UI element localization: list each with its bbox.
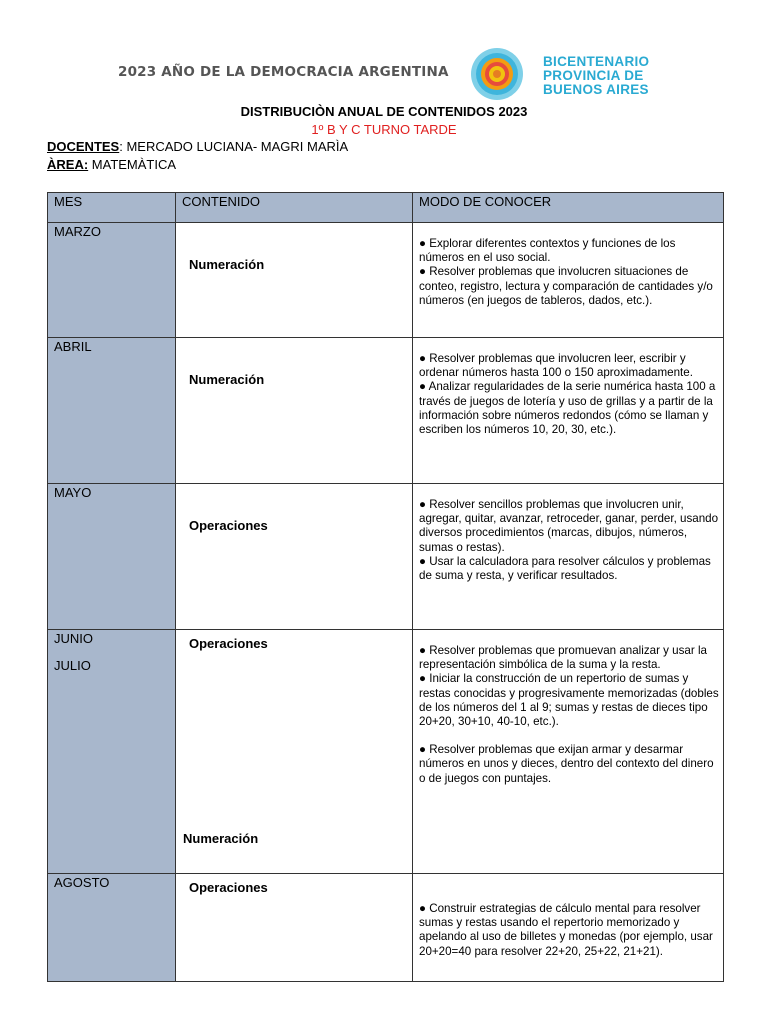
modo-cell xyxy=(413,338,724,484)
modo-item: ● Usar la calculadora para resolver cálculos y problemas de suma y resta, y verificar resultados. xyxy=(419,554,711,583)
table-row xyxy=(48,338,724,484)
document-subtitle: 1º B Y C TURNO TARDE xyxy=(311,122,457,137)
header-contenido: CONTENIDO xyxy=(176,193,413,223)
modo-item: ● Iniciar la construcción de un repertorio de sumas y restas conocidas y progresivamente memorizadas (dobles de los números del 1 al 9; sumas y restas de dieces tipo 20+20, 30+10, 40-10, etc.). xyxy=(419,672,719,729)
contenido-cell xyxy=(176,630,413,874)
modo-cell xyxy=(413,223,724,338)
mes-label: MAYO xyxy=(54,485,92,500)
modo-item: ● Resolver problemas que exijan armar y desarmar números en unos y dieces, dentro del contexto del dinero o de juegos con puntajes. xyxy=(419,743,714,785)
mes-label: ABRIL xyxy=(54,339,92,354)
area-line xyxy=(47,157,176,172)
contenido-cell xyxy=(176,484,413,630)
banner-slogan: 2023 AÑO DE LA DEMOCRACIA ARGENTINA xyxy=(118,64,449,80)
modo-cell xyxy=(413,484,724,630)
contenido-label: Numeración xyxy=(189,372,265,387)
modo-item: ● Resolver problemas que involucren leer, escribir y ordenar números hasta 100 o 150 aproximadamente. xyxy=(419,352,693,380)
contenido-cell xyxy=(176,223,413,338)
docentes-label: DOCENTES xyxy=(47,139,120,154)
area-label: ÀREA: xyxy=(47,157,89,172)
table-row xyxy=(48,874,724,982)
modo-item: ● Analizar regularidades de la serie numérica hasta 100 a través de juegos de lotería y uso de grillas y a partir de la información sobre números redondos (cómo se llaman y escriben los números 10, 20, 30, etc.). xyxy=(419,380,716,437)
mes-label: MARZO xyxy=(54,224,101,239)
header-modo: MODO DE CONOCER xyxy=(413,193,724,223)
modo-item: ● Explorar diferentes contextos y funciones de los números en el uso social. xyxy=(419,237,676,265)
contenido-cell xyxy=(176,874,413,982)
table-header-row xyxy=(48,193,724,223)
mes-cell xyxy=(48,338,176,484)
mes-label: JULIO xyxy=(54,658,91,673)
table-row xyxy=(48,630,724,874)
modo-cell xyxy=(413,874,724,982)
logo-line-2: PROVINCIA DE xyxy=(543,68,644,83)
modo-item: ● Construir estrategias de cálculo mental para resolver sumas y restas usando el repertorio memorizado y apelando al uso de billetes y monedas (por ejemplo, usar 20+20=40 para resolver 22+20, 25+22, 21+21). xyxy=(419,902,713,958)
contenido-label: Numeración xyxy=(183,831,259,846)
modo-item: ● Resolver sencillos problemas que involucren unir, agregar, quitar, avanzar, retroceder, ganar, perder, usando diversos procedimientos (marcas, dibujos, números, sumas o restas). xyxy=(419,498,719,554)
contents-table xyxy=(47,192,724,982)
logo-line-3: BUENOS AIRES xyxy=(543,82,649,97)
header-mes: MES xyxy=(48,193,176,223)
docentes-value: : MERCADO LUCIANA- MAGRI MARÌA xyxy=(119,139,349,154)
contenido-label: Operaciones xyxy=(189,880,268,895)
mes-cell xyxy=(48,630,176,874)
mes-cell xyxy=(48,484,176,630)
mes-cell xyxy=(48,223,176,338)
modo-item: ● Resolver problemas que promuevan analizar y usar la representación simbólica de la suma y la resta. xyxy=(419,644,707,672)
mes-label: AGOSTO xyxy=(54,875,110,890)
docentes-line xyxy=(47,139,348,154)
bicentenario-logo-text xyxy=(543,55,649,97)
table-row xyxy=(48,223,724,338)
mes-cell xyxy=(48,874,176,982)
modo-item: ● Resolver problemas que involucren situaciones de conteo, registro, lectura y comparación de cantidades y/o números (en juegos de tableros, dados, etc.). xyxy=(419,265,713,307)
document-title: DISTRIBUCIÒN ANUAL DE CONTENIDOS 2023 xyxy=(240,104,528,119)
mes-label: JUNIO xyxy=(54,631,93,646)
contenido-cell xyxy=(176,338,413,484)
modo-cell xyxy=(413,630,724,874)
bicentenario-sun-logo xyxy=(456,46,538,102)
contenido-label: Numeración xyxy=(189,257,265,272)
contenido-label: Operaciones xyxy=(189,518,268,533)
area-value: MATEMÀTICA xyxy=(88,157,177,172)
contenido-label: Operaciones xyxy=(189,636,268,651)
table-row xyxy=(48,484,724,630)
logo-line-1: BICENTENARIO xyxy=(543,54,650,69)
